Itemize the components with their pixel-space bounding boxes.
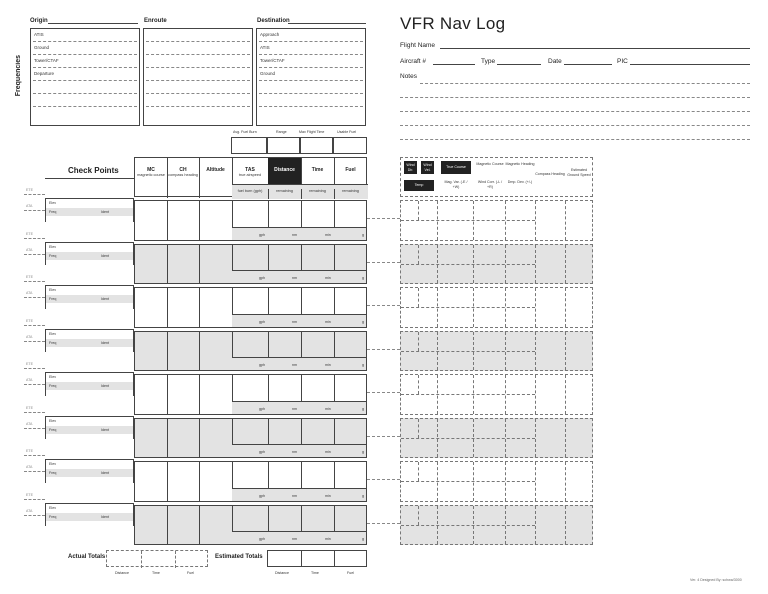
- freq-ident-strip: [46, 208, 133, 216]
- col-divider: [167, 288, 168, 327]
- unit-g: g: [362, 276, 364, 280]
- estimated-totals-divider: [334, 551, 335, 567]
- destination-label: Destination: [257, 18, 290, 24]
- wind-row[interactable]: [400, 200, 593, 241]
- wind-col-divider: [418, 506, 419, 525]
- wind-row[interactable]: [400, 418, 593, 459]
- checkpoint-box[interactable]: [45, 416, 134, 440]
- ata-line[interactable]: [24, 471, 45, 472]
- destination-row-line: [259, 67, 363, 68]
- destination-field[interactable]: [288, 23, 366, 24]
- wind-col-divider: [565, 201, 566, 240]
- unit-nm: nm: [292, 450, 297, 454]
- ete-line[interactable]: [24, 455, 45, 456]
- leg-row[interactable]: [134, 461, 367, 502]
- actual-fuel-label: Fuel: [187, 571, 194, 575]
- elev-label: Elev: [49, 505, 56, 510]
- ete-line[interactable]: [24, 194, 45, 195]
- time-title: Time: [311, 167, 324, 173]
- notes-label: Notes: [400, 73, 417, 80]
- col-divider: [199, 375, 200, 414]
- ata-label: ATA: [26, 204, 33, 208]
- elev-label: Elev: [49, 244, 56, 249]
- leg-connector: [367, 262, 400, 263]
- checkpoint-box[interactable]: [45, 372, 134, 396]
- pic-label: PIC: [617, 58, 628, 65]
- fuel-column-header: [334, 158, 367, 184]
- wind-row[interactable]: [400, 461, 593, 502]
- wind-col-divider: [565, 462, 566, 501]
- enroute-row-line: [146, 41, 250, 42]
- unit-min: min: [325, 232, 331, 237]
- col-divider: [199, 201, 200, 240]
- freq-ident-strip: [46, 469, 133, 477]
- origin-row-line: [33, 54, 137, 55]
- ata-line[interactable]: [24, 384, 45, 385]
- range-box[interactable]: [267, 137, 300, 154]
- origin-row-line: [33, 93, 137, 94]
- ata-label: ATA: [26, 378, 33, 382]
- checkpoint-box[interactable]: [45, 329, 134, 353]
- ete-label: ETE: [26, 449, 33, 453]
- leg-connector: [367, 305, 400, 306]
- origin-freq-box[interactable]: [30, 28, 140, 126]
- unit-min: min: [325, 276, 331, 280]
- origin-row-label: Departure: [34, 71, 55, 76]
- unit-g: g: [362, 232, 364, 237]
- type-field[interactable]: [497, 64, 541, 65]
- elev-label: Elev: [49, 375, 56, 379]
- wind-row-divider: [401, 481, 535, 482]
- wind-col-divider: [418, 419, 419, 438]
- remaining-strip: [232, 270, 366, 283]
- enroute-row-line: [146, 67, 250, 68]
- wind-col-divider: [535, 201, 536, 240]
- estimated-time-label: Time: [311, 571, 319, 575]
- ete-label: ETE: [26, 275, 33, 279]
- wind-row[interactable]: [400, 244, 593, 285]
- wind-row[interactable]: [400, 374, 593, 415]
- origin-row-label: ATIS: [34, 32, 44, 37]
- origin-row-line: [33, 80, 137, 81]
- unit-min: min: [325, 319, 331, 324]
- wind-row-divider: [401, 394, 535, 395]
- unit-nm: nm: [292, 319, 297, 324]
- col-divider: [199, 245, 200, 284]
- ata-label: ATA: [26, 247, 33, 252]
- col-divider: [199, 462, 200, 501]
- tas-title: TAS: [245, 167, 255, 173]
- wind-vel-header: Wind Vel.: [421, 161, 434, 174]
- unit-g: g: [362, 406, 364, 411]
- destination-row-label: Tower/CTAF: [260, 58, 285, 63]
- col-divider: [167, 375, 168, 414]
- actual-totals-label: Actual Totals: [68, 554, 106, 560]
- ident-label: Ident: [101, 471, 109, 475]
- freq-ident-strip: [46, 426, 133, 434]
- ata-label: ATA: [26, 334, 33, 339]
- elev-label: Elev: [49, 462, 56, 466]
- frequencies-label: Frequencies: [15, 55, 22, 97]
- actual-totals-divider: [141, 551, 142, 568]
- wind-row-divider: [401, 264, 535, 265]
- unit-gph: gph: [259, 232, 265, 237]
- col-divider: [199, 506, 200, 545]
- actual-time-label: Time: [152, 571, 160, 575]
- flight-name-field[interactable]: [440, 48, 750, 49]
- unit-gph: gph: [259, 319, 265, 324]
- altitude-title: Altitude: [206, 167, 225, 173]
- ete-line[interactable]: [24, 281, 45, 282]
- ata-line[interactable]: [24, 210, 45, 211]
- flight-name-label: Flight Name: [400, 42, 436, 49]
- ident-label: Ident: [101, 340, 109, 345]
- wind-col-divider: [565, 419, 566, 458]
- unit-g: g: [362, 493, 364, 498]
- notes-line[interactable]: [400, 111, 750, 112]
- ata-label: ATA: [26, 421, 33, 426]
- wind-col-divider: [535, 462, 536, 501]
- leg-row[interactable]: [134, 374, 367, 415]
- usable-fuel-box[interactable]: [333, 137, 367, 154]
- mc-subtitle: magnetic course: [137, 173, 165, 177]
- wind-col-divider: [535, 419, 536, 458]
- ata-line[interactable]: [24, 515, 45, 516]
- estimated-totals-box[interactable]: [267, 550, 367, 567]
- usable-fuel-label: Usable Fuel: [337, 130, 357, 134]
- freq-label: Freq: [49, 340, 57, 345]
- ch-subtitle: compass heading: [168, 173, 198, 177]
- wind-col-divider: [418, 201, 419, 220]
- leg-connector: [367, 218, 400, 219]
- distance-title: Distance: [274, 167, 295, 173]
- col-divider: [167, 419, 168, 458]
- enroute-row-line: [146, 93, 250, 94]
- estimated-totals-divider: [301, 551, 302, 567]
- destination-row-line: [259, 80, 363, 81]
- wind-row-divider: [401, 438, 535, 439]
- unit-min: min: [325, 406, 331, 411]
- destination-row-line: [259, 106, 363, 107]
- wind-col-divider: [418, 332, 419, 351]
- ete-label: ETE: [26, 318, 33, 323]
- avg-fuel-burn-label: Avg. Fuel Burn: [233, 130, 257, 134]
- unit-gph: gph: [259, 406, 265, 411]
- max-flight-time-box[interactable]: [300, 137, 333, 154]
- unit-g: g: [362, 537, 364, 541]
- aircraft-field[interactable]: [433, 64, 475, 65]
- origin-row-line: [33, 106, 137, 107]
- sub-header-row: [232, 184, 368, 199]
- unit-nm: nm: [292, 363, 297, 367]
- unit-gph: gph: [259, 276, 265, 280]
- unit-g: g: [362, 319, 364, 324]
- elev-label: Elev: [49, 201, 56, 205]
- wind-col-divider: [565, 375, 566, 414]
- time-remaining-sub: remaining: [301, 189, 335, 199]
- fuel-title: Fuel: [345, 167, 356, 173]
- actual-totals-divider: [175, 551, 176, 568]
- magnetic-heading-header: Magnetic Heading: [505, 162, 535, 166]
- wind-table-header: [400, 157, 593, 197]
- unit-min: min: [325, 363, 331, 367]
- ata-line[interactable]: [24, 428, 45, 429]
- compass-heading-header: Compass Heading: [535, 172, 565, 176]
- notes-line[interactable]: [400, 139, 750, 140]
- page-title: VFR Nav Log: [400, 14, 506, 33]
- wind-col-divider: [535, 332, 536, 371]
- wind-row-divider: [401, 307, 535, 308]
- wind-row-divider: [401, 525, 535, 526]
- ata-label: ATA: [26, 291, 33, 295]
- freq-label: Freq: [49, 427, 57, 432]
- pic-field[interactable]: [630, 64, 750, 65]
- ete-label: ETE: [26, 405, 33, 410]
- leg-connector: [367, 523, 400, 524]
- destination-row-label: Ground: [260, 71, 276, 76]
- wind-col-divider: [535, 245, 536, 284]
- temp-header: Temp: [404, 180, 434, 191]
- unit-gph: gph: [259, 363, 265, 367]
- unit-nm: nm: [292, 276, 297, 280]
- unit-nm: nm: [292, 493, 297, 498]
- distance-column-header: [268, 158, 302, 184]
- elev-label: Elev: [49, 288, 56, 292]
- actual-distance-label: Distance: [115, 571, 129, 575]
- ident-label: Ident: [101, 427, 109, 432]
- origin-label: Origin: [30, 18, 48, 24]
- ch-title: CH: [179, 167, 187, 173]
- notes-line[interactable]: [400, 125, 750, 126]
- ete-label: ETE: [26, 231, 33, 236]
- destination-row-label: ATIS: [260, 45, 270, 50]
- unit-gph: gph: [259, 537, 265, 541]
- wind-col-divider: [565, 332, 566, 371]
- remaining-strip: [232, 227, 366, 240]
- leg-row[interactable]: [134, 418, 367, 459]
- destination-row-line: [259, 41, 363, 42]
- ata-label: ATA: [26, 465, 33, 469]
- ident-label: Ident: [101, 210, 109, 214]
- checkpoint-box[interactable]: [45, 503, 134, 527]
- destination-row-label: Approach: [260, 32, 280, 37]
- freq-label: Freq: [49, 210, 57, 214]
- freq-label: Freq: [49, 471, 57, 475]
- ete-line[interactable]: [24, 412, 45, 413]
- col-divider: [167, 332, 168, 371]
- enroute-freq-box[interactable]: [143, 28, 253, 126]
- fuel-burn-sub: fuel burn (gph): [232, 189, 269, 199]
- leg-row[interactable]: [134, 200, 367, 241]
- col-divider: [167, 201, 168, 240]
- distance-remaining-sub: remaining: [268, 189, 302, 199]
- freq-label: Freq: [49, 514, 57, 519]
- type-label: Type: [481, 58, 496, 65]
- date-field[interactable]: [564, 64, 612, 65]
- checkpoint-box[interactable]: [45, 242, 134, 266]
- wind-col-divider: [565, 506, 566, 545]
- ata-line[interactable]: [24, 341, 45, 342]
- leg-row[interactable]: [134, 287, 367, 328]
- unit-nm: nm: [292, 232, 297, 237]
- notes-line[interactable]: [420, 83, 750, 84]
- estimated-fuel-label: Fuel: [347, 571, 354, 575]
- elev-label: Elev: [49, 331, 56, 336]
- remaining-strip: [232, 401, 366, 414]
- remaining-strip: [232, 357, 366, 370]
- wind-col-divider: [565, 288, 566, 327]
- unit-min: min: [325, 450, 331, 454]
- col-divider: [167, 462, 168, 501]
- freq-ident-strip: [46, 339, 133, 347]
- ground-speed-header: Estimated Ground Speed: [567, 168, 591, 177]
- true-course-header: True Course: [441, 161, 471, 174]
- remaining-strip: [232, 444, 366, 457]
- nav-table-header: [134, 157, 367, 197]
- range-label: Range: [276, 130, 287, 134]
- altitude-column-header: [199, 158, 233, 198]
- remaining-strip: [232, 488, 366, 501]
- col-divider: [199, 419, 200, 458]
- unit-min: min: [325, 537, 331, 541]
- checkpoint-box[interactable]: [45, 285, 134, 309]
- remaining-strip: [232, 314, 366, 327]
- freq-label: Freq: [49, 384, 57, 388]
- wind-col-divider: [418, 462, 419, 481]
- enroute-row-line: [146, 80, 250, 81]
- wind-corr-header: Wind Corr. (-L / +R): [477, 180, 503, 189]
- unit-g: g: [362, 450, 364, 454]
- destination-row-line: [259, 93, 363, 94]
- col-divider: [167, 245, 168, 284]
- leg-connector: [367, 349, 400, 350]
- ident-label: Ident: [101, 253, 109, 258]
- freq-ident-strip: [46, 295, 133, 303]
- wind-row[interactable]: [400, 287, 593, 328]
- ata-label: ATA: [26, 508, 33, 513]
- ete-line[interactable]: [24, 368, 45, 369]
- mag-var-header: Mag. Var. (-E / +W): [444, 180, 468, 189]
- estimated-distance-label: Distance: [275, 571, 289, 575]
- estimated-totals-label: Estimated Totals: [215, 554, 263, 560]
- col-divider: [167, 506, 168, 545]
- checkpoints-header: Check Points: [68, 166, 119, 175]
- fuel-remaining-sub: remaining: [342, 189, 359, 193]
- ch-column-header: [167, 158, 200, 198]
- wind-col-divider: [535, 288, 536, 327]
- ete-label: ETE: [26, 188, 33, 192]
- wind-row[interactable]: [400, 505, 593, 546]
- origin-row-line: [33, 41, 137, 42]
- ident-label: Ident: [101, 384, 109, 388]
- ete-line[interactable]: [24, 499, 45, 500]
- unit-gph: gph: [259, 450, 265, 454]
- origin-row-line: [33, 67, 137, 68]
- unit-gph: gph: [259, 493, 265, 498]
- wind-row-divider: [401, 351, 535, 352]
- unit-nm: nm: [292, 537, 297, 541]
- wind-dir-header: Wind Dir.: [404, 161, 417, 174]
- leg-row[interactable]: [134, 244, 367, 285]
- freq-label: Freq: [49, 253, 57, 258]
- unit-nm: nm: [292, 406, 297, 411]
- ete-line[interactable]: [24, 325, 45, 326]
- elev-label: Elev: [49, 418, 56, 423]
- enroute-label: Enroute: [144, 18, 167, 24]
- ete-line[interactable]: [24, 238, 45, 239]
- ident-label: Ident: [101, 514, 109, 519]
- col-divider: [199, 332, 200, 371]
- origin-field[interactable]: [48, 23, 138, 24]
- leg-connector: [367, 392, 400, 393]
- origin-row-label: Tower/CTAF: [34, 58, 59, 63]
- checkpoint-box[interactable]: [45, 459, 134, 483]
- leg-connector: [367, 479, 400, 480]
- aircraft-label: Aircraft #: [400, 58, 427, 65]
- avg-fuel-burn-box[interactable]: [231, 137, 267, 154]
- wind-col-divider: [535, 506, 536, 545]
- enroute-row-line: [146, 54, 250, 55]
- ete-label: ETE: [26, 492, 33, 497]
- destination-freq-box[interactable]: [256, 28, 366, 126]
- freq-label: Freq: [49, 297, 57, 301]
- ete-label: ETE: [26, 362, 33, 366]
- wind-col-divider: [418, 245, 419, 264]
- actual-totals-box[interactable]: [106, 550, 208, 567]
- checkpoints-header-line: [45, 178, 134, 179]
- time-column-header: [301, 158, 335, 184]
- ident-label: Ident: [101, 297, 109, 301]
- wind-col-divider: [535, 375, 536, 414]
- enroute-row-line: [146, 106, 250, 107]
- dev-header: Dmp. Dev. (+/-): [507, 180, 533, 184]
- leg-row[interactable]: [134, 331, 367, 372]
- leg-connector: [367, 436, 400, 437]
- ata-line[interactable]: [24, 297, 45, 298]
- freq-ident-strip: [46, 513, 133, 521]
- checkpoint-box[interactable]: [45, 198, 134, 222]
- tas-subtitle: true airspeed: [238, 173, 262, 177]
- mc-column-header: [135, 158, 168, 198]
- footer-credit: Ver. 4 Designed By: schwa/3000: [690, 578, 742, 582]
- origin-row-label: Ground: [34, 45, 50, 50]
- unit-min: min: [325, 493, 331, 498]
- remaining-strip: [232, 531, 366, 544]
- leg-row[interactable]: [134, 505, 367, 546]
- wind-row-divider: [401, 220, 535, 221]
- date-label: Date: [548, 58, 562, 65]
- wind-col-divider: [418, 375, 419, 394]
- mc-title: MC: [147, 167, 155, 173]
- freq-ident-strip: [46, 382, 133, 390]
- notes-line[interactable]: [400, 97, 750, 98]
- wind-row[interactable]: [400, 331, 593, 372]
- wind-col-divider: [565, 245, 566, 284]
- unit-g: g: [362, 363, 364, 367]
- destination-row-line: [259, 54, 363, 55]
- max-flight-time-label: Max Flight Time: [299, 130, 325, 134]
- ata-line[interactable]: [24, 254, 45, 255]
- col-divider: [199, 288, 200, 327]
- wind-col-divider: [418, 288, 419, 307]
- magnetic-course-header: Magnetic Course: [476, 162, 504, 166]
- freq-ident-strip: [46, 252, 133, 260]
